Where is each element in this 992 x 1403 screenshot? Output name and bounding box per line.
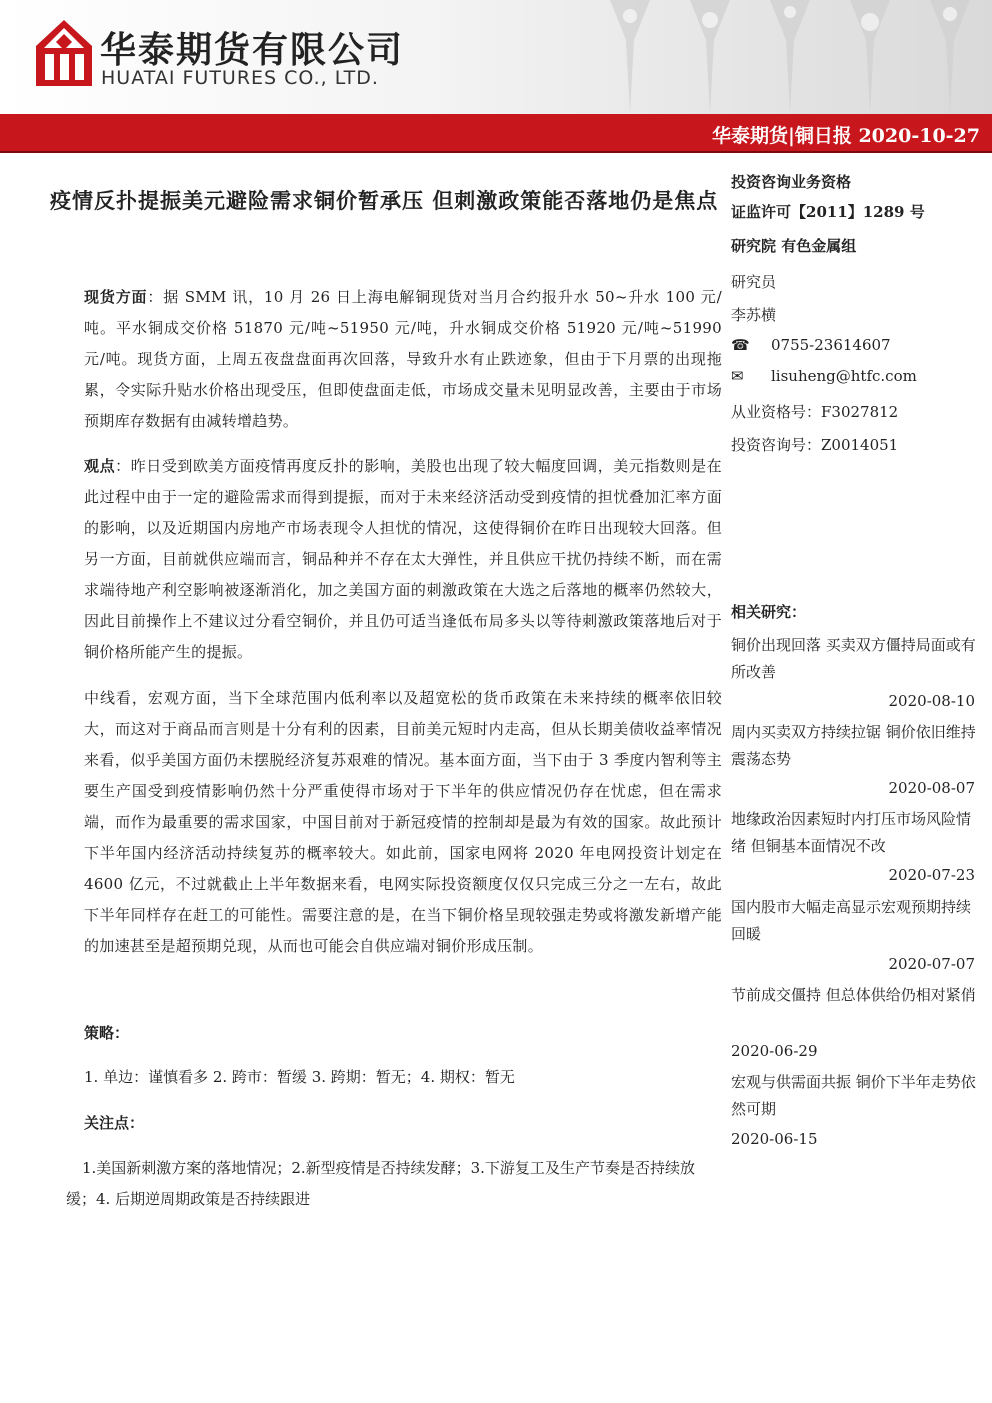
- phone-number: 0755-23614607: [771, 336, 891, 354]
- report-title: 疫情反扑提振美元避险需求铜价暂承压 但刺激政策能否落地仍是焦点: [50, 188, 719, 213]
- header-decoration: [560, 0, 992, 114]
- related-title-5[interactable]: 节前成交僵持 但总体供给仍相对紧俏: [731, 986, 976, 1004]
- related-date-6: 2020-06-15: [731, 1130, 818, 1148]
- related-title-1[interactable]: 铜价出现回落 买卖双方僵持局面或有所改善: [731, 636, 976, 681]
- related-date-2: 2020-08-07: [888, 779, 975, 797]
- related-title-2[interactable]: 周内买卖双方持续拉锯 铜价依旧维持震荡态势: [731, 723, 976, 768]
- related-date-1: 2020-08-10: [888, 692, 975, 710]
- related-title-3[interactable]: 地缘政治因素短时内打压市场风险情绪 但铜基本面情况不改: [731, 810, 972, 855]
- report-tag: 华泰期货|铜日报 2020-10-27: [711, 125, 980, 147]
- email-icon: ✉: [731, 367, 744, 385]
- related-heading: 相关研究：: [731, 603, 807, 621]
- midterm-paragraph: 中线看，宏观方面，当下全球范围内低利率以及超宽松的货币政策在未来持续的概率依旧较大，而这对于商品而言则是十分有利的因素，目前美元短时内走高，但从长期美债收益率情况来看，似乎美国方面仍未摆脱经济复苏艰难的情况。基本面方面，当下由于 3 季度内智利等主要生产国受到疫情影响仍然十分严重使得市场对于下半年的供应情况仍存在忧虑，但在需求端，而作为最重要的需求国家，中国目前对于新冠疫情的控制却是最为有效的国家。故此预计下半年国内经济活动持续复苏的概率较大。如此前，国家电网将 2020 年电网投资计划定在 4600 亿元，不过就截止上半年数据来看，电网实际投资额度仅仅只完成三分之一左右，故此下半年同样存在赶工的可能性。需要注意的是，在当下铜价格呈现较强走势或将激发新增产能的加速甚至是超预期兑现，从而也可能会自供应端对铜价形成压制。: [84, 689, 722, 955]
- spot-paragraph: [84, 282, 722, 437]
- email-address[interactable]: lisuheng@htfc.com: [771, 367, 917, 385]
- company-name-cn: 华泰期货有限公司: [100, 30, 405, 71]
- company-logo: [36, 20, 92, 86]
- banner-divider: [0, 151, 992, 153]
- view-text: ：昨日受到欧美方面疫情再度反扑的影响，美股也出现了较大幅度回调，美元指数则是在此过程中由于一定的避险需求而得到提振，而对于未来经济活动受到疫情的担忧叠加汇率方面的影响，以及近期国内房地产市场表现令人担忧的情况，这使得铜价在昨日出现较大回落。但另一方面，目前就供应端而言，铜品种并不存在太大弹性，并且供应干扰仍持续不断，而在需求端待地产利空影响被逐渐消化，加之美国方面的刺激政策在大选之后落地的概率仍然较大，因此目前操作上不建议过分看空铜价，并且仍可适当逢低布局多头以等待刺激政策落地后对于铜价格所能产生的提振。: [84, 457, 722, 661]
- spot-text: ：据 SMM 讯，10 月 26 日上海电解铜现货对当月合约报升水 50~升水 100 元/吨。平水铜成交价格 51870 元/吨~51950 元/吨，升水铜成交价格 51920 元/吨~51990 元/吨。现货方面，上周五夜盘盘面再次回落，导致升水有止跌迹象，但由于下月票的出现拖累，令实际升贴水价格出现受压，但即使盘面走低，市场成交量未见明显改善，主要由于市场预期库存数据有由减转增趋势。: [84, 288, 722, 430]
- analyst-role: 研究员: [731, 273, 777, 291]
- email-row: [731, 367, 917, 385]
- qualification-title: 投资咨询业务资格: [731, 173, 852, 191]
- spot-label: 现货方面: [84, 288, 148, 306]
- related-date-4: 2020-07-07: [888, 955, 975, 973]
- certification-number: 从业资格号：F3027812: [731, 403, 899, 421]
- company-name-en: HUATAI FUTURES CO., LTD.: [101, 67, 379, 89]
- related-date-5: 2020-06-29: [731, 1042, 818, 1060]
- analyst-name: 李苏横: [731, 306, 777, 324]
- strategy-heading: 策略：: [84, 1024, 130, 1042]
- view-paragraph: [84, 451, 722, 668]
- phone-row: [731, 336, 891, 354]
- strategy-text: 1. 单边：谨慎看多 2. 跨市：暂缓 3. 跨期：暂无；4. 期权：暂无: [84, 1068, 515, 1086]
- focus-heading: 关注点：: [84, 1114, 145, 1132]
- focus-text: 1.美国新刺激方案的落地情况；2.新型疫情是否持续发酵；3.下游复工及生产节奏是否持续放缓；4. 后期逆周期政策是否持续跟进: [66, 1159, 695, 1208]
- license-number: 证监许可【2011】1289 号: [731, 203, 925, 221]
- related-title-6[interactable]: 宏观与供需面共振 铜价下半年走势依然可期: [731, 1073, 976, 1118]
- view-label: 观点: [84, 457, 116, 475]
- institute-name: 研究院 有色金属组: [731, 237, 857, 255]
- related-date-3: 2020-07-23: [888, 866, 975, 884]
- related-title-4[interactable]: 国内股市大幅走高显示宏观预期持续回暖: [731, 898, 972, 943]
- phone-icon: ☎: [731, 336, 750, 354]
- consulting-number: 投资咨询号：Z0014051: [731, 436, 899, 454]
- page-header: [0, 0, 992, 114]
